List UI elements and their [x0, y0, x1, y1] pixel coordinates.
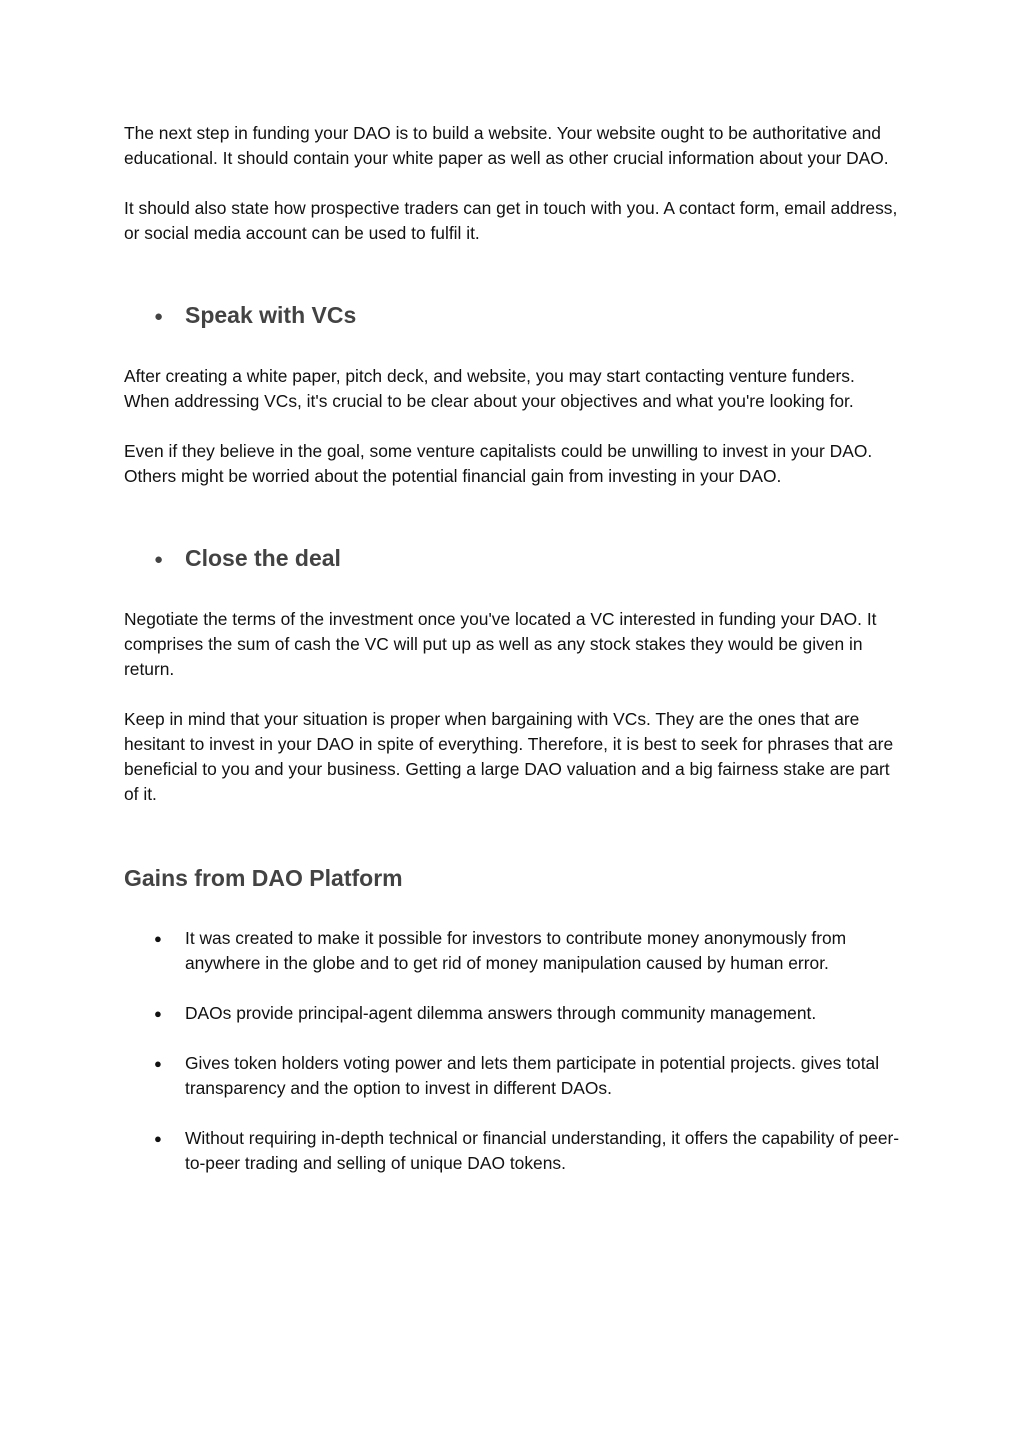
bullet-icon: ●: [154, 551, 164, 568]
list-item-text: It was created to make it possible for investors to contribute money anonymously from anywhere in the globe and to get rid of money manipulation caused by human error.: [185, 928, 847, 973]
document-page: [124, 121, 904, 1201]
heading-speak-with-vcs-text: Speak with VCs: [185, 302, 357, 328]
intro-paragraph-1: The next step in funding your DAO is to build a website. Your website ought to be authoritative and educational. It should contain your white paper as well as other crucial information about your DAO.: [124, 123, 889, 168]
bullet-icon: ●: [154, 1131, 162, 1146]
intro-paragraph-2: It should also state how prospective traders can get in touch with you. A contact form, email address, or social media account can be used to fulfil it.: [124, 198, 898, 243]
list-item: [124, 1001, 904, 1026]
close-the-deal-paragraph-1: Negotiate the terms of the investment once you've located a VC interested in funding your DAO. It comprises the sum of cash the VC will put up as well as any stock stakes they would be given in return.: [124, 609, 877, 679]
list-item-text: DAOs provide principal-agent dilemma answers through community management.: [185, 1003, 817, 1023]
heading-close-the-deal: [124, 543, 904, 577]
list-item: [124, 926, 904, 976]
close-the-deal-paragraph-2: Keep in mind that your situation is proper when bargaining with VCs. They are the ones that are hesitant to invest in your DAO in spite of everything. Therefore, it is best to seek for phrases that are beneficial to you and your business. Getting a large DAO valuation and a big fairness stake are part of it.: [124, 709, 894, 804]
heading-gains-from-dao-platform: Gains from DAO Platform: [124, 865, 403, 891]
bullet-icon: ●: [154, 308, 164, 325]
heading-close-the-deal-text: Close the deal: [185, 545, 341, 571]
list-item-text: Gives token holders voting power and lets them participate in potential projects. gives total transparency and the option to invest in different DAOs.: [185, 1053, 880, 1098]
speak-with-vcs-paragraph-1: After creating a white paper, pitch deck, and website, you may start contacting venture funders. When addressing VCs, it's crucial to be clear about your objectives and what you're looking for.: [124, 366, 855, 411]
list-item: [124, 1126, 904, 1176]
bullet-icon: ●: [154, 1056, 162, 1071]
gains-list: [124, 926, 904, 1176]
list-item: [124, 1051, 904, 1101]
speak-with-vcs-paragraph-2: Even if they believe in the goal, some venture capitalists could be unwilling to invest in your DAO. Others might be worried about the potential financial gain from investing in your DAO.: [124, 441, 873, 486]
list-item-text: Without requiring in-depth technical or financial understanding, it offers the capability of peer-to-peer trading and selling of unique DAO tokens.: [185, 1128, 900, 1173]
bullet-icon: ●: [154, 931, 162, 946]
bullet-icon: ●: [154, 1006, 162, 1021]
heading-speak-with-vcs: [124, 300, 904, 334]
